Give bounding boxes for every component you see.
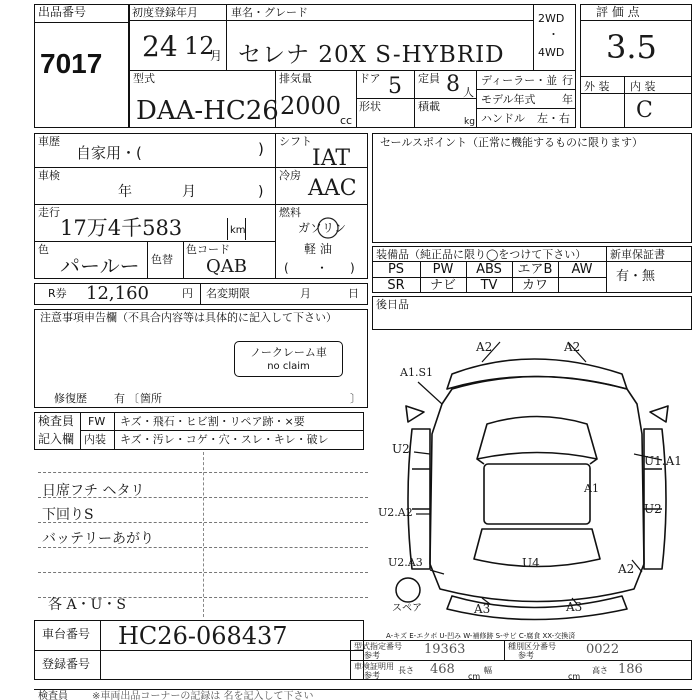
fuel-paren-open: ( (284, 261, 289, 275)
color-value: パールー (60, 254, 140, 278)
first-reg-label: 初度登録年月 (132, 6, 198, 19)
mark-front-left: A2 (476, 340, 493, 354)
mileage-label: 走行 (38, 206, 60, 219)
cert-model-label: 型式指定番号 (354, 642, 402, 651)
model-year-suffix: 年 (562, 93, 573, 106)
ac-value: AAC (308, 176, 357, 201)
category-ref: 参考 (518, 651, 534, 660)
width-label: 幅 (484, 666, 492, 675)
mark-left-front-door: U2 (392, 442, 410, 456)
color-code: QAB (206, 256, 247, 277)
chassis-type: DAA-HC26 (136, 96, 279, 126)
fuel-diesel: 軽 油 (304, 242, 332, 256)
mark-left-rear: U2.A3 (388, 556, 423, 569)
mark-rear-right: A3 (566, 600, 583, 614)
equip-airbag: エアB (517, 262, 553, 277)
roof (484, 464, 590, 524)
left-doors (408, 429, 430, 569)
interior-label: 内 装 (630, 80, 656, 93)
fw-label: FW (88, 415, 106, 428)
score-label: 評 価 点 (596, 5, 640, 19)
height-value: 186 (618, 662, 643, 677)
inspection-month-unit: 月 (182, 184, 196, 200)
repair-value: 有 (114, 392, 125, 405)
warranty-label: 新車保証書 (610, 248, 665, 261)
doors-label: ドア (359, 72, 381, 85)
equip-sr: SR (387, 278, 405, 293)
recycle-box (34, 283, 368, 305)
width-unit: cm (568, 672, 581, 681)
note-line-1: 日席フチ ヘタリ (42, 483, 145, 499)
damage-legend: A-キズ E-エクボ U-凹み W-補修跡 S-サビ C-腐食 XX-交換済 (386, 632, 576, 640)
aftermarket-label: 後日品 (376, 298, 409, 311)
no-claim-stamp (234, 341, 343, 377)
color-change-label: 色替 (151, 253, 173, 266)
no-claim-en: no claim (267, 361, 310, 372)
equipment-label: 装備品（純正品に限り◯をつけて下さい） (376, 248, 587, 261)
warranty-value: 有・無 (616, 269, 656, 284)
drive-4wd: 4WD (538, 46, 565, 59)
repair-location-open: 〔 (128, 392, 139, 405)
first-reg-month-unit: 月 (210, 49, 223, 63)
repair-label: 修復歴 (54, 392, 87, 405)
drive-2wd: 2WD (538, 12, 565, 25)
exterior-label: 外 装 (584, 80, 610, 93)
first-reg-month: 12 (184, 32, 215, 60)
length-label: 長さ (398, 666, 414, 675)
fw-text: キズ・飛石・ヒビ割・リペア跡・×要 (120, 415, 305, 428)
fuel-paren-close: ) (350, 261, 355, 275)
dealer-label: ディーラー・並 (481, 74, 558, 87)
mileage-unit: km (230, 225, 246, 236)
equip-aw: AW (571, 262, 593, 277)
inspector-label: 検査員 (38, 414, 75, 428)
shape-label: 形状 (359, 100, 381, 113)
windshield (477, 417, 597, 460)
color-code-label: 色コード (186, 243, 230, 256)
capacity-label: 定員 (418, 72, 440, 85)
history-value: 自家用・( (76, 144, 142, 162)
mark-right-rear-door: U2 (644, 502, 662, 516)
bottom-note: ※車両出品コーナーの記録は 名を記入して下さい (92, 691, 314, 700)
drive-sep: ・ (548, 28, 559, 41)
reg-no-label: 登録番号 (42, 657, 91, 671)
recycle-unit: 円 (182, 287, 193, 300)
equip-abs: ABS (476, 262, 502, 277)
score: 3.5 (606, 28, 657, 66)
chassis-type-label: 型式 (133, 72, 155, 85)
no-claim-jp: ノークレーム車 (250, 346, 327, 359)
height-label: 高さ (592, 666, 608, 675)
doors: 5 (388, 74, 402, 99)
model-year-label: モデル年式 (481, 93, 536, 106)
right-mirror (650, 406, 668, 422)
deadline-day-unit: 日 (348, 287, 359, 300)
handle-label: ハンドル (481, 112, 525, 125)
lot-number: 7017 (40, 48, 103, 79)
recycle-value: 12,160 (86, 283, 149, 304)
model-grade-label: 車名・グレード (231, 6, 308, 19)
capacity: 8 (446, 72, 460, 97)
displacement-label: 排気量 (279, 72, 312, 85)
inspection-close: ) (258, 184, 264, 200)
repair-location-close: 〕 (350, 392, 361, 405)
spare-label: スペア (392, 603, 422, 614)
reg-cert-label: 車検証明用 (354, 662, 394, 671)
equip-ps: PS (387, 262, 405, 277)
cert-model-value: 19363 (424, 642, 466, 657)
load-unit: kg (464, 117, 475, 127)
mark-rear-left: A3 (474, 602, 491, 616)
equip-tv: TV (480, 278, 498, 293)
equip-pw: PW (432, 262, 454, 277)
note-line-6: 各 A・U・S (48, 597, 126, 613)
shift-value: IAT (312, 146, 351, 171)
fuel-gasoline: ガソリン (298, 221, 347, 235)
mark-left-mirror: A1.S1 (400, 366, 433, 379)
color-label: 色 (38, 243, 49, 256)
mileage-value: 17万4千583 (60, 216, 183, 240)
history-close: ) (258, 140, 264, 158)
mark-left-rear-door: U2.A2 (378, 506, 413, 519)
repair-location-label: 箇所 (140, 392, 162, 405)
chassis-no-label: 車台番号 (42, 627, 91, 641)
mark-rear-window: U4 (522, 556, 540, 570)
interior-check-label: 内装 (84, 433, 106, 446)
fuel-circle-mark (316, 216, 340, 240)
inspection-year-unit: 年 (118, 184, 132, 200)
history-label: 車歴 (38, 135, 60, 148)
equip-leather: カワ (521, 278, 548, 293)
chassis-no: HC26-068437 (118, 622, 288, 650)
dealer-suffix: 行 (562, 74, 573, 87)
equip-navi: ナビ (429, 278, 456, 293)
reg-cert-ref: 参考 (364, 671, 380, 680)
note-line-3: バッテリーあがり (42, 531, 154, 547)
front-bumper (447, 359, 627, 389)
aftermarket-box (372, 296, 692, 330)
length-unit: cm (468, 672, 481, 681)
interior-grade: C (636, 98, 653, 123)
mark-right-front-door: U1.A1 (644, 454, 682, 468)
cert-model-ref: 参考 (364, 651, 380, 660)
recycle-label: R券 (48, 287, 67, 300)
displacement-unit: cc (340, 114, 353, 127)
right-doors (644, 429, 666, 569)
inspection-label: 車検 (38, 169, 60, 182)
first-reg-year: 24 (142, 30, 178, 63)
mark-right-rear: A2 (618, 562, 635, 576)
length-value: 468 (430, 662, 455, 677)
sales-points-box (372, 133, 692, 243)
mark-front-right: A2 (564, 340, 581, 354)
note-line-2: 下回りS (42, 507, 94, 523)
notes-label: 注意事項申告欄（不具合内容等は具体的に記入して下さい） (40, 311, 337, 324)
lot-label: 出品番号 (38, 5, 87, 19)
ac-label: 冷房 (279, 169, 301, 182)
entry-label: 記入欄 (38, 432, 75, 446)
handle-value: 左・右 (537, 112, 570, 125)
category-label: 種別区分番号 (508, 642, 556, 651)
deadline-label: 名変期限 (206, 287, 250, 300)
load-label: 積載 (418, 100, 440, 113)
capacity-unit: 人 (463, 86, 474, 99)
model-name: セレナ 20X S-HYBRID (238, 42, 505, 68)
sales-points-label: セールスポイント（正常に機能するものに限ります） (380, 136, 644, 149)
fuel-dot: ・ (316, 261, 329, 275)
interior-check-text: キズ・汚レ・コゲ・穴・スレ・キレ・破レ (120, 433, 329, 446)
category-value: 0022 (586, 642, 620, 657)
inspector-bottom-label: 検査員 (38, 691, 68, 700)
deadline-month-unit: 月 (300, 287, 311, 300)
spare-tire-icon (396, 578, 420, 602)
displacement: 2000 (280, 92, 342, 120)
shift-label: シフト (279, 135, 312, 148)
fuel-label: 燃料 (279, 206, 301, 219)
mark-right-body: A1 (584, 482, 599, 495)
left-mirror (406, 406, 424, 422)
